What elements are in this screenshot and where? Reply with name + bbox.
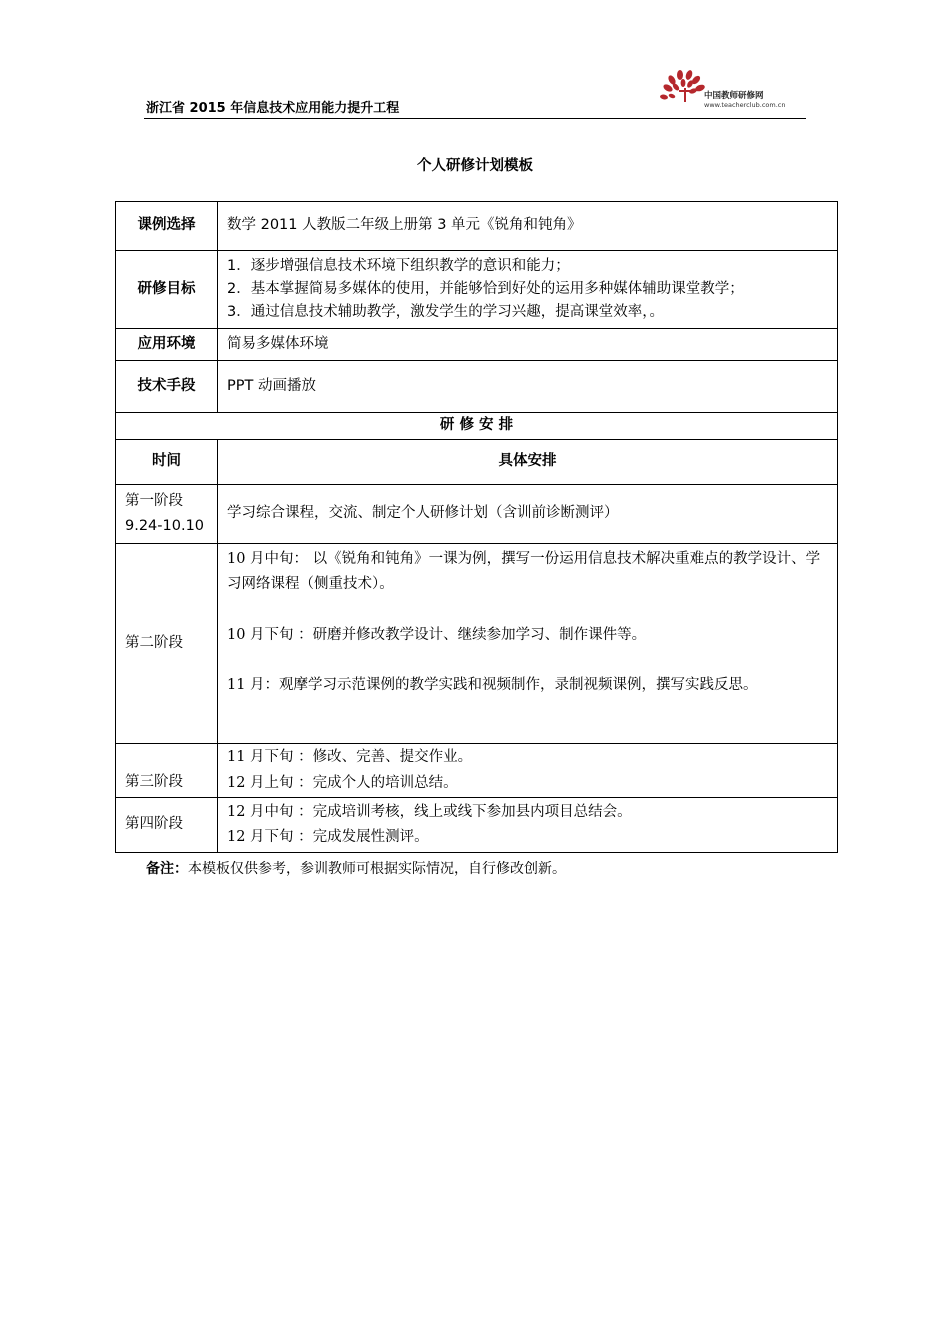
goal-row [116, 251, 838, 329]
header-title: 浙江省 2015 年信息技术应用能力提升工程 [146, 101, 400, 116]
document-title: 个人研修计划模板 [417, 158, 533, 174]
course-row [116, 202, 838, 251]
stage4-name: 第四阶段 [116, 798, 218, 853]
goal-label: 研修目标 [116, 251, 218, 329]
footnote [146, 858, 566, 878]
stage4-item: 12 月中旬 ：完成培训考核，线上或线下参加县内项目总结会。 [227, 803, 632, 820]
stage1-row [116, 485, 838, 544]
header-divider [144, 118, 806, 119]
tech-value: PPT 动画播放 [218, 361, 838, 413]
col-detail-header: 具体安排 [218, 440, 838, 485]
stage2-item: 10 月下旬 ：研磨并修改教学设计、继续参加学习、制作课件等。 [227, 626, 647, 643]
col-time-header: 时间 [116, 440, 218, 485]
course-value: 数学 2011 人教版二年级上册第 3 单元《锐角和钝角》 [218, 202, 838, 251]
schedule-section-title: 研 修 安 排 [116, 413, 838, 440]
stage3-name: 第三阶段 [116, 744, 218, 798]
env-label: 应用环境 [116, 329, 218, 361]
plan-table [115, 201, 838, 853]
goal-item: 1．逐步增强信息技术环境下组织教学的意识和能力； [227, 257, 570, 274]
stage2-name: 第二阶段 [116, 544, 218, 744]
stage4-item: 12 月下旬 ：完成发展性测评。 [227, 829, 429, 845]
goal-list [218, 251, 838, 329]
stage4-row [116, 798, 838, 853]
logo-en-text: www.teacherclub.com.cn [704, 101, 786, 109]
stage1-cell [116, 485, 218, 544]
env-row [116, 329, 838, 361]
stage1-text: 学习综合课程，交流、制定个人研修计划（含训前诊断测评） [218, 485, 838, 544]
section-row [116, 413, 838, 440]
stage1-date: 9.24-10.10 [125, 518, 205, 534]
stage1-name: 第一阶段 [125, 493, 183, 510]
stage3-item: 11 月下旬 ：修改、完善、提交作业。 [227, 749, 473, 766]
stage2-item: 10 月中旬： 以《锐角和钝角》一课为例，撰写一份运用信息技术解决重难点的教学设计、学习网络课程（侧重技术）。 [227, 551, 821, 593]
stage3-cell [218, 744, 838, 798]
logo-cn-text: 中国教师研修网 [704, 91, 764, 101]
schedule-header-row [116, 440, 838, 485]
goal-item: 2．基本掌握简易多媒体的使用，并能够恰到好处的运用多种媒体辅助课堂教学； [227, 280, 744, 297]
stage4-cell [218, 798, 838, 853]
course-label: 课例选择 [116, 202, 218, 251]
goal-item: 3．通过信息技术辅助教学，激发学生的学习兴趣，提高课堂效率，。 [227, 304, 664, 321]
stage2-row [116, 544, 838, 744]
tech-row [116, 361, 838, 413]
env-value: 简易多媒体环境 [218, 329, 838, 361]
footnote-text: 本模板仅供参考，参训教师可根据实际情况，自行修改创新。 [188, 861, 566, 877]
footnote-label: 备注： [146, 861, 188, 877]
tech-label: 技术手段 [116, 361, 218, 413]
stage3-item: 12 月上旬 ：完成个人的培训总结。 [227, 774, 458, 791]
stage2-item: 11 月：观摩学习示范课例的教学实践和视频制作，录制视频课例，撰写实践反思。 [227, 677, 758, 694]
stage2-cell [218, 544, 838, 744]
stage3-row [116, 744, 838, 798]
